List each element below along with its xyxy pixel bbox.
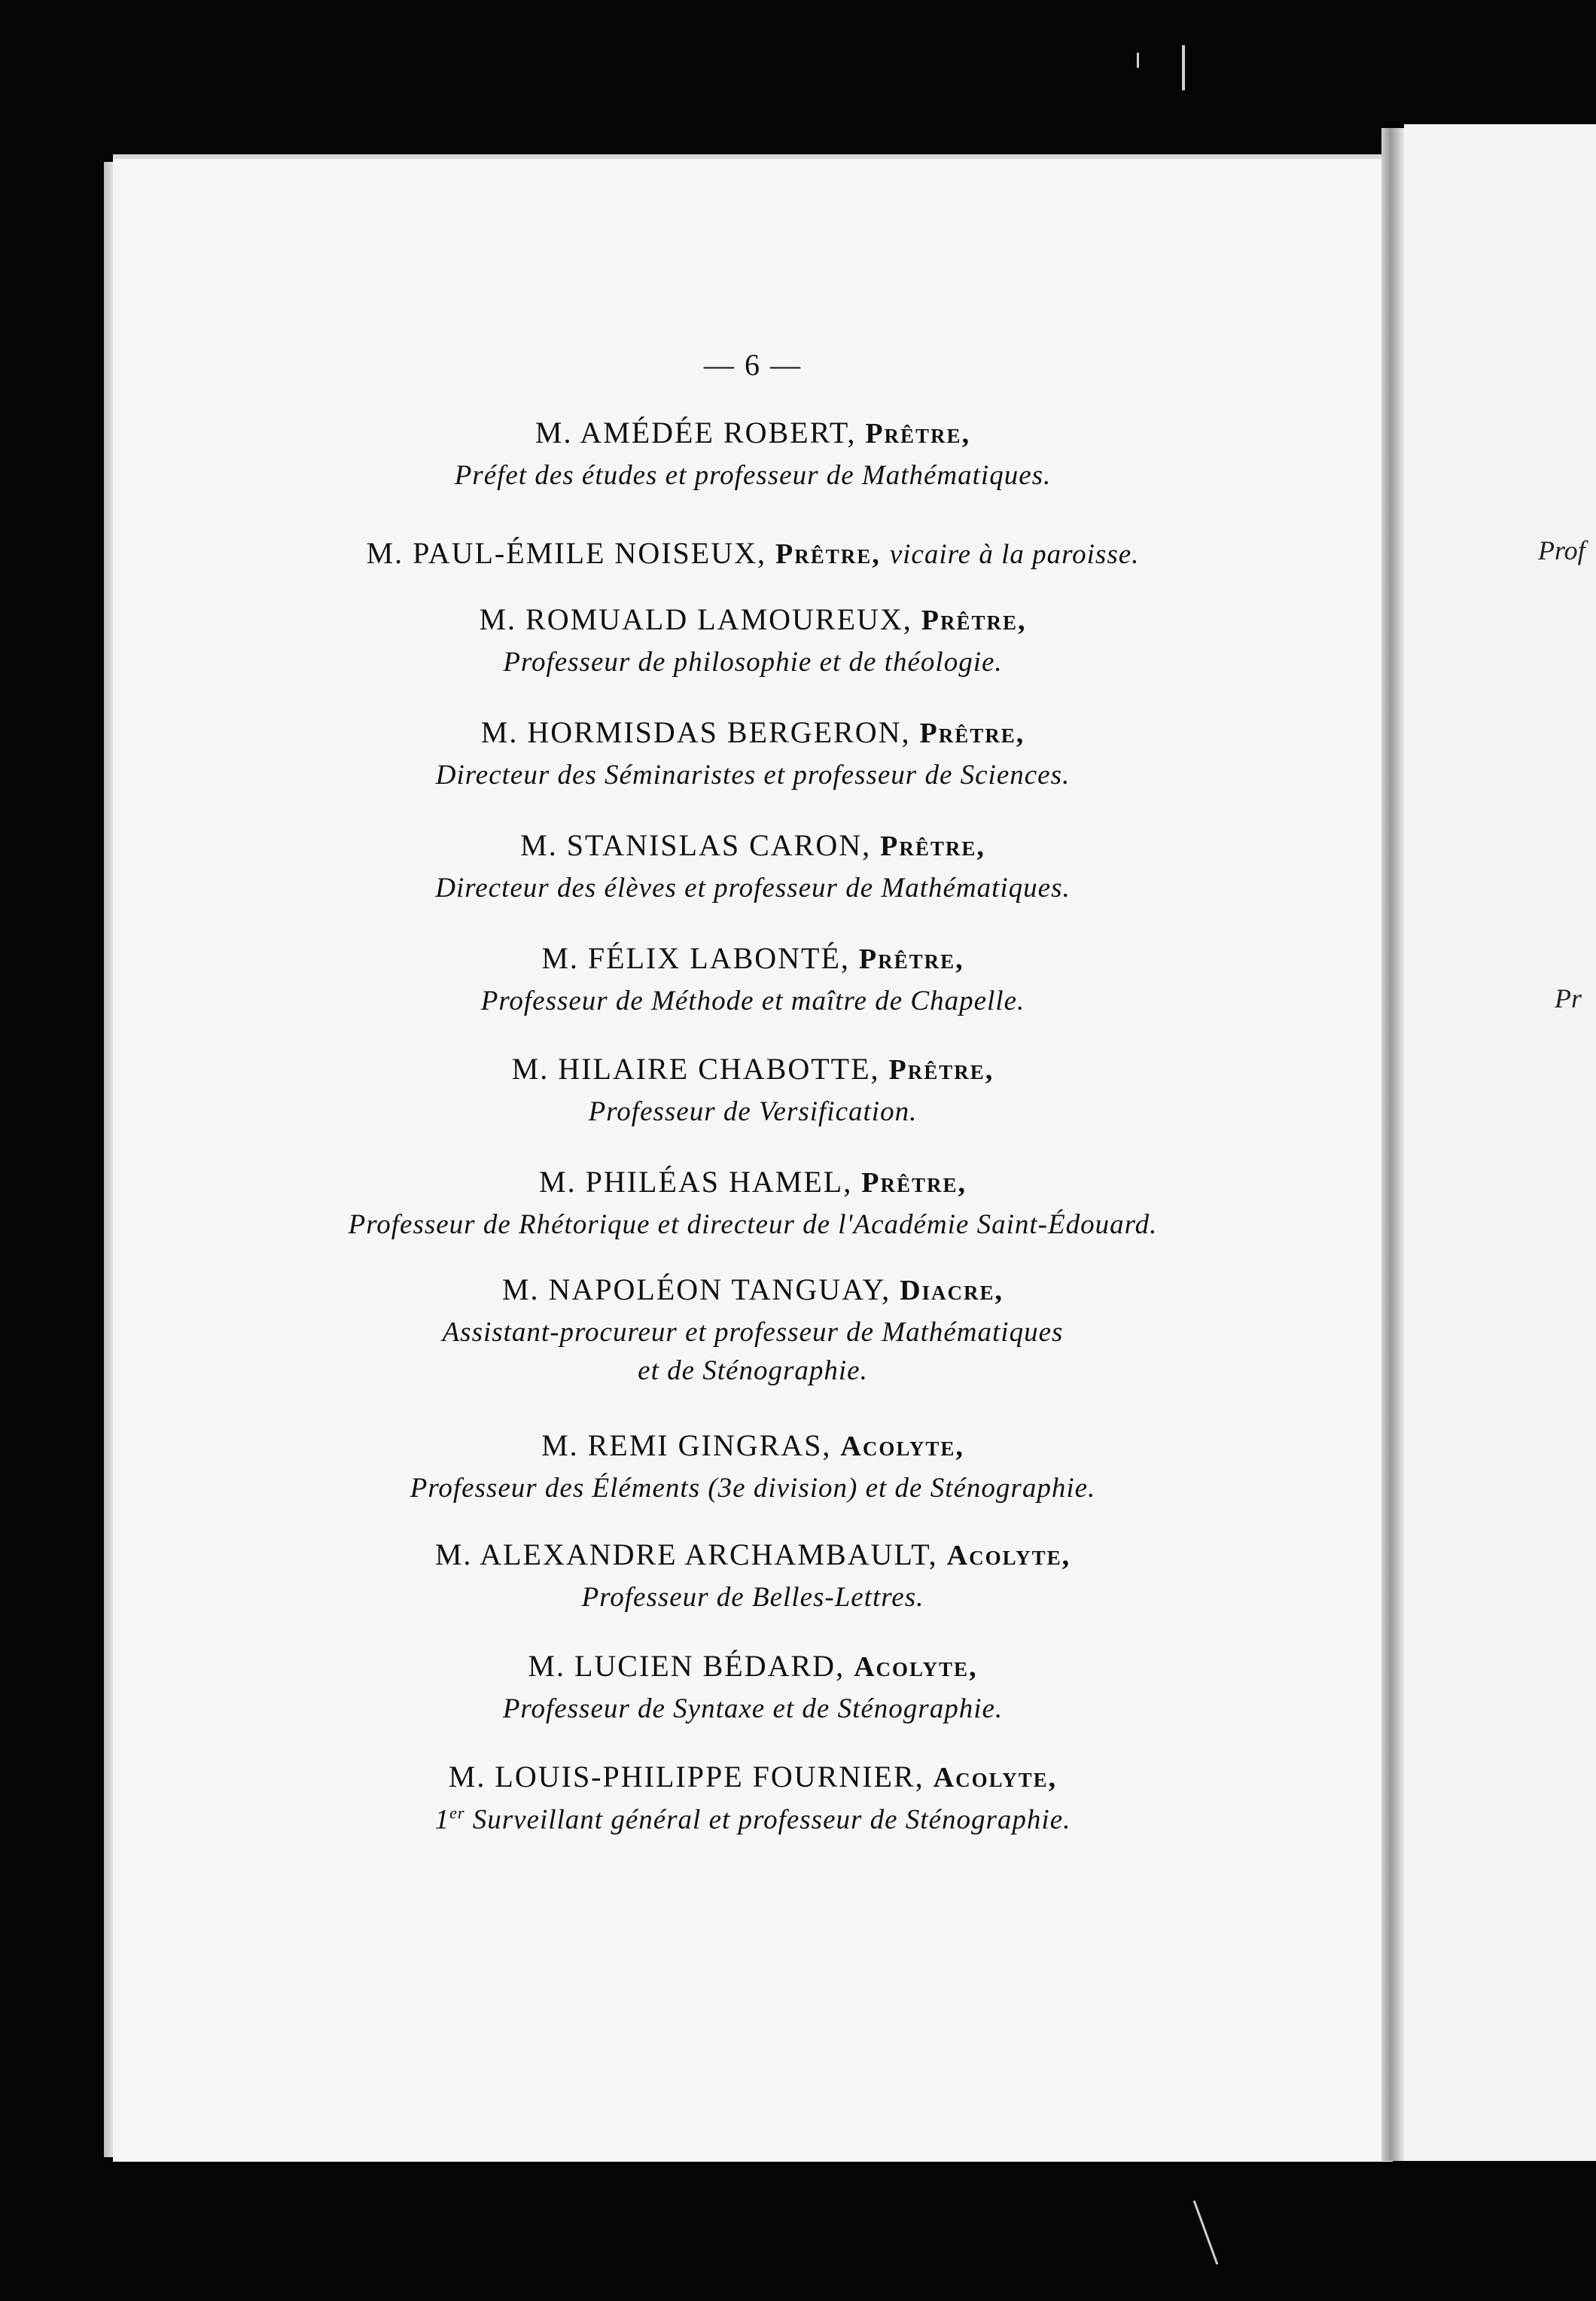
entry-role: Professeur des Éléments (3e division) et de Sténographie. (410, 1473, 1096, 1504)
entry-title: Acolyte, (946, 1540, 1071, 1571)
list-item (113, 1164, 1393, 1241)
role-ordinal: 1 (434, 1804, 450, 1836)
list-item (113, 602, 1393, 678)
page-number: — 6 — (704, 348, 802, 382)
entry-role: Professeur de Méthode et maître de Chapelle. (480, 986, 1025, 1016)
entry-title: Diacre, (900, 1275, 1004, 1306)
entry-role: Professeur de Rhétorique et directeur de l'Académie Saint-Édouard. (348, 1209, 1158, 1240)
entry-title: Prêtre, (865, 418, 971, 450)
entry-role: vicaire à la paroisse. (889, 539, 1140, 570)
entry-role: Professeur de Versification. (588, 1096, 918, 1127)
entry-title: Prêtre, (775, 538, 881, 570)
list-item (113, 1648, 1393, 1725)
entry-role: Professeur de Syntaxe et de Sténographie. (502, 1693, 1004, 1724)
scan-artifact (1137, 53, 1139, 68)
entry-role: Directeur des élèves et professeur de Mathématiques. (435, 873, 1071, 904)
entry-name: M. ALEXANDRE ARCHAMBAULT, (434, 1538, 938, 1571)
entry-title: Acolyte, (840, 1431, 964, 1462)
entry-name: M. NAPOLÉON TANGUAY, (501, 1272, 891, 1306)
list-item (113, 827, 1393, 904)
document-page (113, 154, 1393, 2162)
entry-name: M. HORMISDAS BERGERON, (480, 715, 911, 749)
scan-artifact (1193, 2200, 1219, 2265)
list-item (113, 1759, 1393, 1836)
entry-title: Prêtre, (858, 943, 964, 975)
adjacent-page (1404, 124, 1596, 2161)
entry-name: M. FÉLIX LABONTÉ, (541, 941, 850, 975)
book-gutter (1381, 128, 1404, 2161)
entry-title: Prêtre, (888, 1054, 994, 1086)
entry-name: M. REMI GINGRAS, (541, 1428, 832, 1462)
list-item (113, 1537, 1393, 1614)
scan-artifact (1182, 45, 1185, 90)
entry-role-line2: et de Sténographie. (638, 1355, 868, 1386)
list-item (113, 535, 1393, 571)
entry-role: Professeur de Belles-Lettres. (581, 1582, 924, 1613)
entry-title: Prêtre, (880, 830, 985, 862)
entry-name: M. HILAIRE CHABOTTE, (511, 1052, 880, 1086)
entry-title: Acolyte, (854, 1651, 978, 1683)
entry-role: Surveillant général et professeur de Sténographie. (472, 1804, 1071, 1836)
entry-name: M. STANISLAS CARON, (520, 828, 872, 862)
entry-name: M. AMÉDÉE ROBERT, (535, 416, 857, 450)
list-item (113, 940, 1393, 1017)
list-item (113, 1428, 1393, 1504)
entry-name: M. ROMUALD LAMOUREUX, (479, 602, 912, 636)
list-item (113, 1272, 1393, 1387)
entry-title: Prêtre, (861, 1167, 967, 1199)
entry-title: Prêtre, (921, 605, 1027, 636)
entry-role: Professeur de philosophie et de théologie. (503, 647, 1003, 678)
entry-name: M. PHILÉAS HAMEL, (539, 1165, 853, 1199)
entry-title: Prêtre, (919, 718, 1025, 749)
entry-name: M. LUCIEN BÉDARD, (528, 1649, 845, 1683)
entry-name: M. PAUL-ÉMILE NOISEUX, (366, 536, 766, 570)
entry-role: Préfet des études et professeur de Mathématiques. (454, 460, 1052, 491)
list-item (113, 1051, 1393, 1128)
entry-role: Directeur des Séminaristes et professeur de Sciences. (435, 760, 1071, 791)
entry-name: M. LOUIS-PHILIPPE FOURNIER, (448, 1760, 924, 1794)
adjacent-page-text: Pr (1555, 983, 1582, 1013)
role-ordinal-suffix: er (449, 1803, 465, 1822)
list-item (113, 715, 1393, 791)
entry-title: Acolyte, (933, 1762, 1058, 1794)
list-item (113, 415, 1393, 492)
entry-role: Assistant-procureur et professeur de Mathématiques (442, 1317, 1064, 1348)
adjacent-page-text: Prof (1538, 535, 1585, 565)
